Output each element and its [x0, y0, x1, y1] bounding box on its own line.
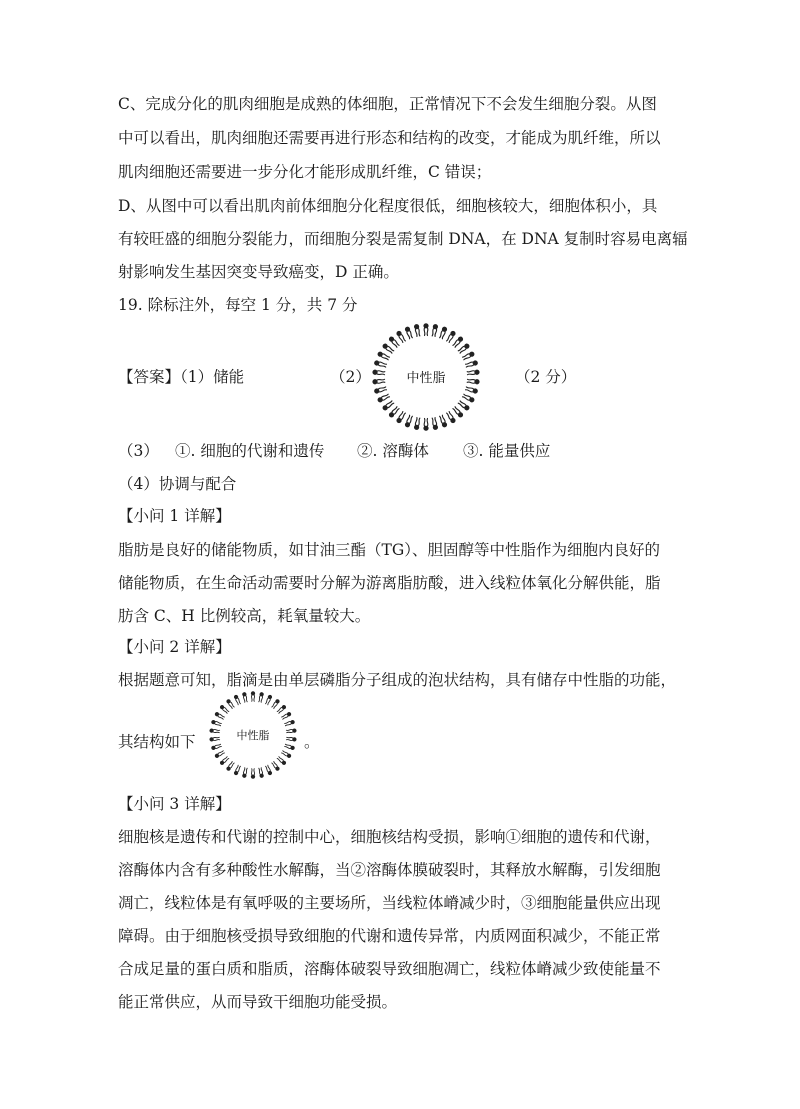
phospholipid-molecule — [265, 694, 273, 705]
detail-2-title: 【小问 2 详解】 — [118, 638, 231, 656]
phospholipid-molecule — [209, 728, 219, 733]
phospholipid-molecule — [414, 324, 421, 337]
lipid-droplet-svg-large — [358, 318, 494, 436]
phospholipid-molecule — [431, 417, 438, 430]
phospholipid-molecule — [219, 704, 229, 714]
phospholipid-molecule — [423, 323, 428, 335]
section-d-line-3: 射影响发生基因突变导致癌变，D 正确。 — [118, 263, 399, 281]
phospholipid-molecule — [372, 378, 385, 384]
phospholipid-molecule — [467, 378, 480, 384]
detail-3-line-1: 细胞核是遗传和代谢的控制中心，细胞核结构受损，影响①细胞的遗传和代谢， — [118, 828, 661, 846]
detail-3-line-2: 溶酶体内含有多种酸性水解酶，当②溶酶体膜破裂时，其释放水解酶，引发细胞 — [118, 861, 661, 879]
detail-1-title: 【小问 1 详解】 — [118, 507, 231, 525]
phospholipid-molecule — [277, 756, 287, 766]
phospholipid-molecule — [226, 698, 235, 709]
phospholipid-molecule — [277, 704, 287, 714]
answer-item-4: （4）协调与配合 — [118, 475, 237, 493]
phospholipid-molecule — [377, 351, 390, 361]
phospholipid-molecule — [404, 415, 413, 428]
phospholipid-molecule — [458, 343, 471, 355]
answer-item-3-prefix: （3） — [118, 442, 159, 460]
lipid-droplet-diagram-small — [200, 687, 306, 783]
phospholipid-molecule — [211, 743, 222, 750]
answer-label: 【答案】（1）储能 — [118, 368, 245, 386]
answer-item-3-option-3: ③. 能量供应 — [463, 442, 551, 460]
phospholipid-molecule — [439, 326, 448, 339]
detail-2-line-1: 根据题意可知，脂滴是由单层磷脂分子组成的泡状结构，具有储存中性脂的功能， — [118, 671, 677, 689]
phospholipid-molecule — [395, 411, 406, 424]
detail-1-line-1: 脂肪是良好的储能物质，如甘油三酯（TG）、胆固醇等中性脂作为细胞内良好的 — [118, 541, 660, 559]
phospholipid-molecule — [219, 756, 229, 766]
phospholipid-molecule — [462, 351, 475, 361]
answer-item-3-option-1: ①. 细胞的代谢和遗传 — [175, 442, 325, 460]
detail-3-line-4: 障碍。由于细胞核受损导致细胞的代谢和遗传异常，内质网面积减少，不能正常 — [118, 927, 661, 945]
phospholipid-molecule — [251, 691, 255, 701]
phospholipid-molecule — [372, 369, 385, 375]
phospholipid-molecule — [374, 386, 387, 394]
detail-2-line-2-suffix: 。 — [304, 733, 320, 751]
phospholipid-molecule — [233, 694, 241, 705]
phospholipid-molecule — [242, 692, 248, 703]
phospholipid-molecule — [286, 728, 296, 733]
detail-2-line-2-prefix: 其结构如下 — [118, 733, 196, 751]
detail-3-title: 【小问 3 详解】 — [118, 795, 231, 813]
phospholipid-molecule — [286, 736, 296, 741]
phospholipid-molecule — [284, 719, 295, 726]
phospholipid-molecule — [414, 417, 421, 430]
phospholipid-molecule — [377, 393, 390, 403]
phospholipid-molecule — [233, 765, 241, 776]
phospholipid-molecule — [465, 360, 478, 368]
phospholipid-molecule — [423, 419, 428, 431]
phospholipid-molecule — [242, 767, 248, 778]
phospholipid-molecule — [465, 386, 478, 394]
phospholipid-molecule — [271, 761, 280, 772]
phospholipid-molecule — [209, 736, 219, 741]
section-c-line-1: C、完成分化的肌肉细胞是成熟的体细胞，正常情况下不会发生细胞分裂。从图 — [118, 95, 657, 113]
section-d-line-2: 有较旺盛的细胞分裂能力，而细胞分裂是需复制 DNA，在 DNA 复制时容易电离辐 — [118, 230, 688, 248]
phospholipid-molecule — [395, 330, 406, 343]
phospholipid-molecule — [404, 326, 413, 339]
answer-item-3-option-2: ②. 溶酶体 — [357, 442, 429, 460]
phospholipid-molecule — [452, 406, 464, 419]
lipid-droplet-svg-small — [200, 687, 306, 783]
phospholipid-molecule — [462, 393, 475, 403]
phospholipid-molecule — [452, 335, 464, 348]
section-d-line-1: D、从图中可以看出肌肉前体细胞分化程度很低，细胞核较大，细胞体积小，具 — [118, 197, 658, 215]
question-19-header: 19. 除标注外，每空 1 分，共 7 分 — [118, 296, 358, 314]
phospholipid-molecule — [226, 761, 235, 772]
section-c-line-2: 中可以看出，肌肉细胞还需要再进行形态和结构的改变，才能成为肌纤维，所以 — [118, 129, 661, 147]
phospholipid-molecule — [211, 719, 222, 726]
neutral-lipid-label-small: 中性脂 — [236, 729, 270, 742]
detail-1-line-3: 肪含 C、H 比例较高，耗氧量较大。 — [118, 607, 371, 625]
phospholipid-molecule — [284, 743, 295, 750]
phospholipid-molecule — [214, 711, 225, 720]
detail-3-line-6: 能正常供应，从而导致干细胞功能受损。 — [118, 993, 398, 1011]
phospholipid-molecule — [251, 769, 255, 779]
phospholipid-molecule — [258, 767, 264, 778]
phospholipid-molecule — [431, 324, 438, 337]
phospholipid-molecule — [446, 330, 457, 343]
phospholipid-molecule — [446, 411, 457, 424]
phospholipid-molecule — [388, 335, 400, 348]
detail-1-line-2: 储能物质，在生命活动需要时分解为游离脂肪酸，进入线粒体氧化分解供能，脂 — [118, 574, 661, 592]
phospholipid-molecule — [214, 750, 225, 759]
phospholipid-molecule — [281, 750, 292, 759]
lipid-droplet-diagram-large — [358, 318, 494, 436]
answer-item-2-label: （2） — [330, 368, 371, 386]
neutral-lipid-label: 中性脂 — [406, 371, 446, 386]
phospholipid-molecule — [271, 698, 280, 709]
section-c-line-3: 肌肉细胞还需要进一步分化才能形成肌纤维，C 错误； — [118, 163, 492, 181]
phospholipid-molecule — [381, 343, 394, 355]
phospholipid-molecule — [281, 711, 292, 720]
phospholipid-molecule — [265, 765, 273, 776]
phospholipid-molecule — [258, 692, 264, 703]
phospholipid-molecule — [381, 400, 394, 412]
answer-item-2-score: （2 分） — [515, 368, 577, 386]
detail-3-line-3: 凋亡，线粒体是有氧呼吸的主要场所，当线粒体嵴减少时，③细胞能量供应出现 — [118, 894, 661, 912]
phospholipid-molecule — [388, 406, 400, 419]
phospholipid-molecule — [458, 400, 471, 412]
phospholipid-molecule — [374, 360, 387, 368]
phospholipid-molecule — [467, 369, 480, 375]
detail-3-line-5: 合成足量的蛋白质和脂质，溶酶体破裂导致细胞凋亡，线粒体嵴减少致使能量不 — [118, 960, 661, 978]
phospholipid-molecule — [439, 415, 448, 428]
